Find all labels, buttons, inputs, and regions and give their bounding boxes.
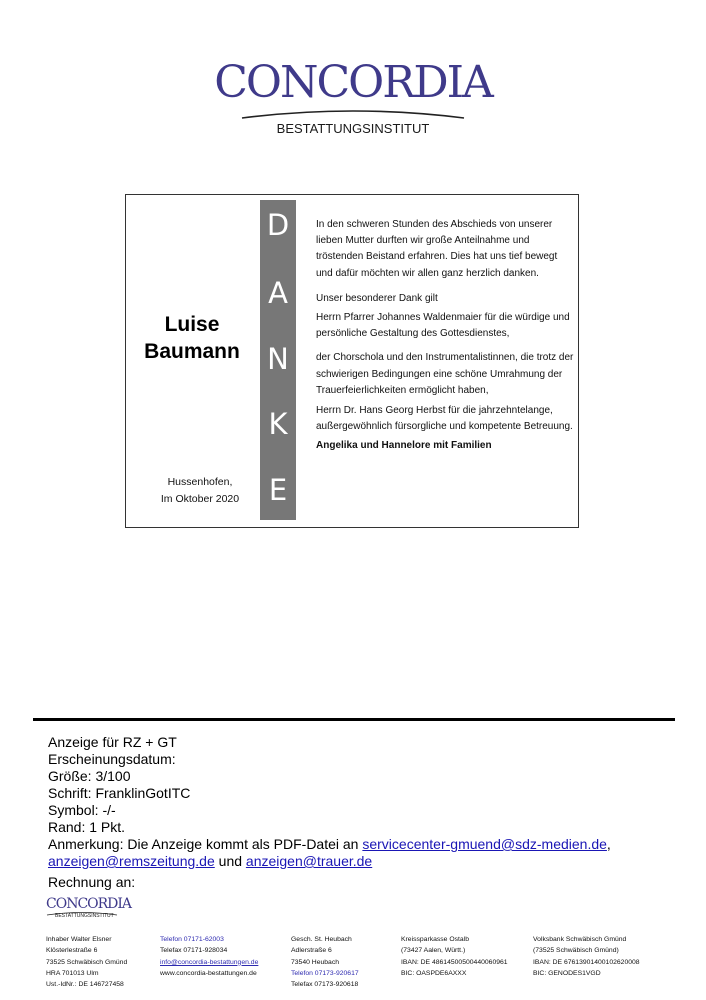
- order-info: [48, 734, 668, 870]
- footer-line: (73525 Schwäbisch Gmünd): [533, 947, 619, 955]
- danke-letter: N: [267, 342, 289, 376]
- footer-bank-2: [533, 934, 640, 979]
- logo-arc-icon: [240, 108, 466, 120]
- message-paragraph: Herrn Pfarrer Johannes Waldenmaier für die würdige und persönliche Gestaltung des Gottesdienstes,: [316, 312, 570, 340]
- deceased-last-name: Baumann: [144, 340, 240, 363]
- deceased-first-name: Luise: [164, 313, 220, 336]
- remark-comma: ,: [606, 836, 611, 852]
- footer-line: Klösterlestraße 6: [46, 947, 98, 955]
- footer-line: IBAN: DE 67613901400102620008: [533, 958, 640, 966]
- message-paragraph: Herrn Dr. Hans Georg Herbst für die jahrzehntelange, außergewöhnlich fürsorgliche und kompetente Betreuung.: [316, 405, 573, 433]
- deceased-name: [128, 311, 256, 365]
- footer-line: IBAN: DE 48614500500440060961: [401, 958, 508, 966]
- order-remark: [48, 836, 668, 853]
- danke-letter: E: [268, 473, 288, 507]
- danke-letter: D: [266, 208, 290, 242]
- footer-line: (73427 Aalen, Württ.): [401, 947, 466, 955]
- danke-bar: [260, 200, 296, 520]
- thank-you-message: [316, 217, 574, 455]
- footer-phone: Telefon 07171-62003: [160, 936, 224, 943]
- footer-fax: Telefax 07171-928034: [160, 947, 228, 955]
- footer-bank-1: [401, 934, 508, 979]
- invoice-label: Rechnung an:: [48, 874, 136, 890]
- footer-owner: [46, 934, 127, 990]
- footer-line: Telefax 07173-920618: [291, 981, 359, 989]
- email-link-servicecenter[interactable]: servicecenter-gmuend@sdz-medien.de: [362, 836, 607, 852]
- footer-line: Gesch. St. Heubach: [291, 936, 352, 943]
- place: Hussenhofen,: [167, 476, 233, 488]
- danke-letter: K: [268, 407, 288, 441]
- order-line: Anzeige für RZ + GT: [48, 734, 177, 750]
- order-line: Symbol: -/-: [48, 802, 116, 818]
- footer-line: HRA 701013 Ulm: [46, 969, 99, 977]
- small-logo-subtitle: BESTATTUNGSINSTITUT: [55, 913, 114, 919]
- message-paragraph: der Chorschola und den Instrumentalistinnen, die trotz der schwierigen Bedingungen eine schöne Umrahmung der Trauerfeierlichkeiten ermöglicht haben,: [316, 352, 574, 396]
- remark-text: Anmerkung: Die Anzeige kommt als PDF-Datei an: [48, 836, 363, 852]
- email-link-trauer[interactable]: anzeigen@trauer.de: [245, 853, 373, 869]
- danke-letter: A: [268, 276, 288, 310]
- order-line: Größe: 3/100: [48, 768, 131, 784]
- footer-branch: [291, 934, 359, 990]
- date: Im Oktober 2020: [160, 493, 240, 505]
- footer-line: BIC: OASPDE6AXXX: [401, 969, 467, 977]
- footer-line: Inhaber Walter Elsner: [46, 936, 112, 943]
- email-link-remszeitung[interactable]: anzeigen@remszeitung.de: [48, 853, 215, 869]
- order-line: Schrift: FranklinGotITC: [48, 785, 191, 801]
- message-paragraph: Unser besonderer Dank gilt: [316, 292, 438, 304]
- footer-branch-phone: Telefon 07173-920617: [291, 969, 359, 977]
- order-line: Erscheinungsdatum:: [48, 751, 176, 767]
- logo-wordmark: CONCORDIA: [214, 57, 492, 108]
- footer-line: Ust.-IdNr.: DE 146727458: [46, 981, 124, 989]
- order-line: Rand: 1 Pkt.: [48, 819, 126, 835]
- logo-subtitle: BESTATTUNGSINSTITUT: [276, 121, 430, 136]
- footer-line: Volksbank Schwäbisch Gmünd: [533, 936, 627, 943]
- message-paragraph: In den schweren Stunden des Abschieds von unserer lieben Mutter durften wir große Anteilnahme und tröstenden Beistand erfahren. Dies hat uns tief bewegt und dafür möchten wir allen ganz herzlich danken.: [316, 219, 558, 279]
- remark-and: und: [214, 853, 246, 869]
- place-date: [128, 474, 272, 508]
- order-remark-cont: [48, 853, 668, 870]
- footer-contact: [160, 934, 258, 979]
- footer-line: 73540 Heubach: [291, 958, 339, 966]
- footer-email-link[interactable]: info@concordia-bestattungen.de: [160, 958, 259, 966]
- footer-line: Kreissparkasse Ostalb: [401, 936, 469, 943]
- footer-line: 73525 Schwäbisch Gmünd: [46, 958, 128, 966]
- footer-line: Adlerstraße 6: [291, 947, 332, 955]
- section-divider: [33, 718, 675, 721]
- footer-line: BIC: GENODES1VGD: [533, 969, 601, 977]
- small-logo-wordmark: CONCORDIA: [46, 896, 132, 912]
- signature: Angelika und Hannelore mit Familien: [316, 440, 492, 452]
- footer-website[interactable]: www.concordia-bestattungen.de: [160, 969, 257, 977]
